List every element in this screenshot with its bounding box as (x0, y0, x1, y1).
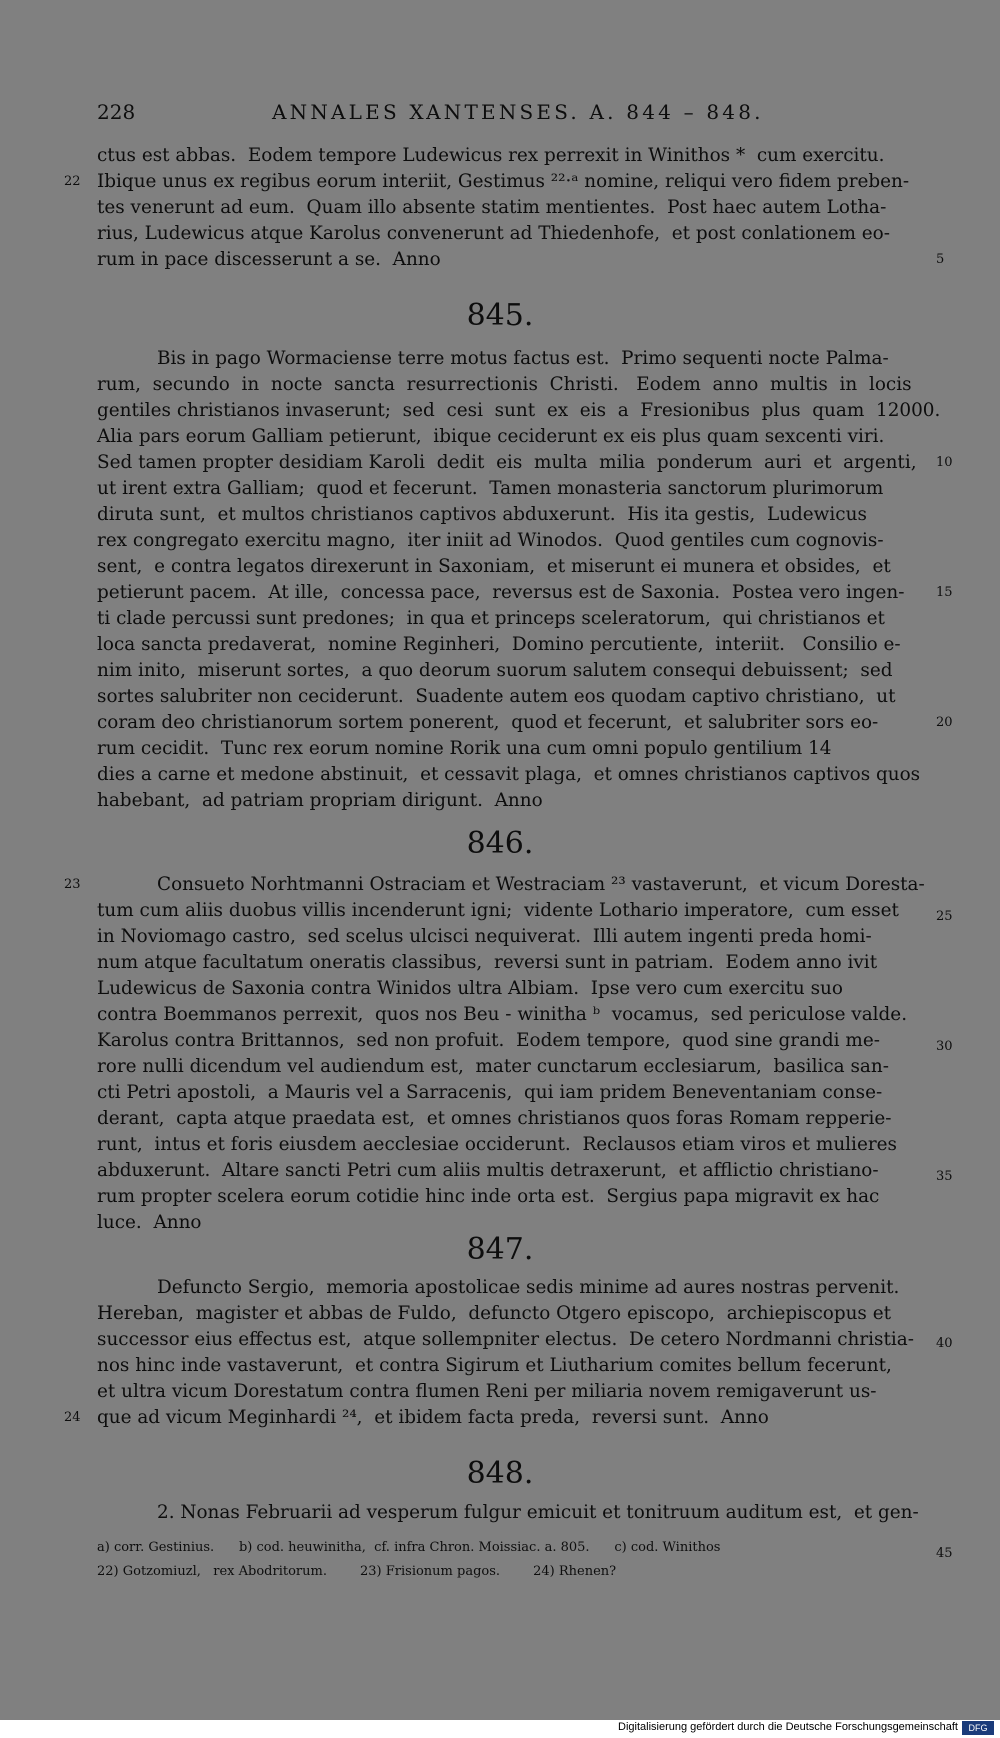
text-line: successor eius effectus est, atque sollempniter electus. De cetero Nordmanni christia- (97, 1329, 914, 1350)
text-line: luce. Anno (97, 1212, 202, 1233)
text-line: Alia pars eorum Galliam petierunt, ibique ceciderunt ex eis plus quam sexcenti viri. (97, 426, 885, 447)
section-846-text (97, 872, 927, 1238)
text-line: num atque facultatum oneratis classibus, reversi sunt in patriam. Eodem anno ivit (97, 952, 878, 973)
page-header (97, 100, 927, 130)
margin-line-number: 20 (936, 715, 953, 730)
footnote-commentary: 22) Gotzomiuzl, rex Abodritorum. 23) Frisionum pagos. 24) Rhenen? (97, 1564, 617, 1579)
text-line: gentiles christianos invaserunt; sed cesi sunt ex eis a Fresionibus plus quam 12000. (97, 400, 941, 421)
text-line: 2. Nonas Februarii ad vesperum fulgur emicuit et tonitruum auditum est, et gen- (157, 1502, 919, 1523)
footnote-apparatus: a) corr. Gestinius. b) cod. heuwinitha, cf. infra Chron. Moissiac. a. 805. c) cod. Winithos (97, 1540, 721, 1555)
text-line: Hereban, magister et abbas de Fuldo, defuncto Otgero episcopo, archiepiscopus et (97, 1303, 891, 1324)
text-line: Ludewicus de Saxonia contra Winidos ultra Albiam. Ipse vero cum exercitu suo (97, 978, 843, 999)
text-line: runt, intus et foris eiusdem aecclesiae occiderunt. Reclausos etiam viros et mulieres (97, 1134, 897, 1155)
text-line: coram deo christianorum sortem ponerent, quod et fecerunt, et salubriter sors eo- (97, 712, 879, 733)
text-line: et ultra vicum Dorestatum contra flumen Reni per miliaria novem remigaverunt us- (97, 1381, 877, 1402)
text-line: in Noviomago castro, sed scelus ulcisci nequiverat. Illi autem ingenti preda homi- (97, 926, 872, 947)
text-line: rum cecidit. Tunc rex eorum nomine Rorik una cum omni populo gentilium 14 (97, 738, 832, 759)
margin-note-number: 24 (64, 1410, 81, 1425)
year-heading: 846. (466, 826, 534, 861)
text-line: ut irent extra Galliam; quod et fecerunt. Tamen monasteria sanctorum plurimorum (97, 478, 884, 499)
text-line: cti Petri apostoli, a Mauris vel a Sarracenis, qui iam pridem Beneventaniam conse- (97, 1082, 883, 1103)
text-line: tes venerunt ad eum. Quam illo absente statim mentientes. Post haec autem Lotha- (97, 197, 887, 218)
margin-line-number: 5 (936, 252, 945, 267)
text-line: Defuncto Sergio, memoria apostolicae sedis minime ad aures nostras pervenit. (157, 1277, 900, 1298)
text-line: Consueto Norhtmanni Ostraciam et Westraciam ²³ vastaverunt, et vicum Doresta- (157, 874, 925, 895)
section-847-text (97, 1275, 927, 1433)
dfg-logo-icon: DFG (962, 1721, 994, 1735)
text-line: sent, e contra legatos direxerunt in Saxoniam, et miserunt ei munera et obsides, et (97, 556, 891, 577)
year-heading: 847. (466, 1232, 534, 1267)
text-line: loca sancta predaverat, nomine Reginheri, Domino percutiente, interiit. Consilio e- (97, 634, 901, 655)
text-line: Ibique unus ex regibus eorum interiit, Gestimus ²²·ᵃ nomine, reliqui vero fidem preben- (97, 171, 910, 192)
text-line: nos hinc inde vastaverunt, et contra Sigirum et Liutharium comites bellum fecerunt, (97, 1355, 892, 1376)
text-line: rius, Ludewicus atque Karolus convenerunt ad Thiedenhofe, et post conlationem eo- (97, 223, 890, 244)
text-line: ti clade percussi sunt predones; in qua et princeps sceleratorum, qui christianos et (97, 608, 885, 629)
margin-note-number: 23 (64, 877, 81, 892)
footer-credit: Digitalisierung gefördert durch die Deutsche Forschungsgemeinschaft (618, 1721, 958, 1733)
text-line: rex congregato exercitu magno, iter iniit ad Winodos. Quod gentiles cum cognovis- (97, 530, 884, 551)
text-line: rum propter scelera eorum cotidie hinc inde orta est. Sergius papa migravit ex hac (97, 1186, 880, 1207)
text-line: rore nulli dicendum vel audiendum est, mater cunctarum ecclesiarum, basilica san- (97, 1056, 889, 1077)
text-line: Karolus contra Brittannos, sed non profuit. Eodem tempore, quod sine grandi me- (97, 1030, 880, 1051)
section-848-text (97, 1500, 927, 1526)
text-line: que ad vicum Meginhardi ²⁴, et ibidem facta preda, reversi sunt. Anno (97, 1407, 769, 1428)
text-line: ctus est abbas. Eodem tempore Ludewicus rex perrexit in Winithos * cum exercitu. (97, 145, 885, 166)
text-line: habebant, ad patriam propriam dirigunt. Anno (97, 790, 543, 811)
text-line: rum in pace discesserunt a se. Anno (97, 249, 441, 270)
year-heading: 848. (466, 1456, 534, 1491)
text-line: abduxerunt. Altare sancti Petri cum aliis multis detraxerunt, et afflictio christiano- (97, 1160, 879, 1181)
text-line: diruta sunt, et multos christianos captivos abduxerunt. His ita gestis, Ludewicus (97, 504, 867, 525)
text-line: Sed tamen propter desidiam Karoli dedit eis multa milia ponderum auri et argenti, (97, 452, 917, 473)
margin-line-number: 40 (936, 1336, 953, 1351)
text-line: rum, secundo in nocte sancta resurrectionis Christi. Eodem anno multis in locis (97, 374, 912, 395)
margin-line-number: 30 (936, 1039, 953, 1054)
text-line: derant, capta atque praedata est, et omnes christianos quos foras Romam repperie- (97, 1108, 892, 1129)
text-line: Bis in pago Wormaciense terre motus factus est. Primo sequenti nocte Palma- (157, 348, 889, 369)
section-845-text (97, 346, 941, 816)
text-line: petierunt pacem. At ille, concessa pace, reversus est de Saxonia. Postea vero ingen- (97, 582, 905, 603)
margin-note-number: 22 (64, 174, 81, 189)
page-number: 228 (97, 100, 136, 124)
intro-paragraph (97, 143, 927, 273)
text-line: nim inito, miserunt sortes, a quo deorum suorum salutem consequi debuissent; sed (97, 660, 893, 681)
text-line: dies a carne et medone abstinuit, et cessavit plaga, et omnes christianos captivos quos (97, 764, 921, 785)
margin-line-number: 35 (936, 1169, 953, 1184)
text-line: tum cum aliis duobus villis incenderunt igni; vidente Lothario imperatore, cum esset (97, 900, 899, 921)
margin-line-number: 15 (936, 585, 953, 600)
margin-line-number: 10 (936, 455, 953, 470)
margin-line-number: 45 (936, 1546, 953, 1561)
running-title: ANNALES XANTENSES. A. 844 – 848. (272, 100, 764, 124)
text-line: contra Boemmanos perrexit, quos nos Beu - winitha ᵇ vocamus, sed periculose valde. (97, 1004, 908, 1025)
year-heading: 845. (466, 298, 534, 333)
text-line: sortes salubriter non ceciderunt. Suadente autem eos quodam captivo christiano, ut (97, 686, 896, 707)
margin-line-number: 25 (936, 909, 953, 924)
